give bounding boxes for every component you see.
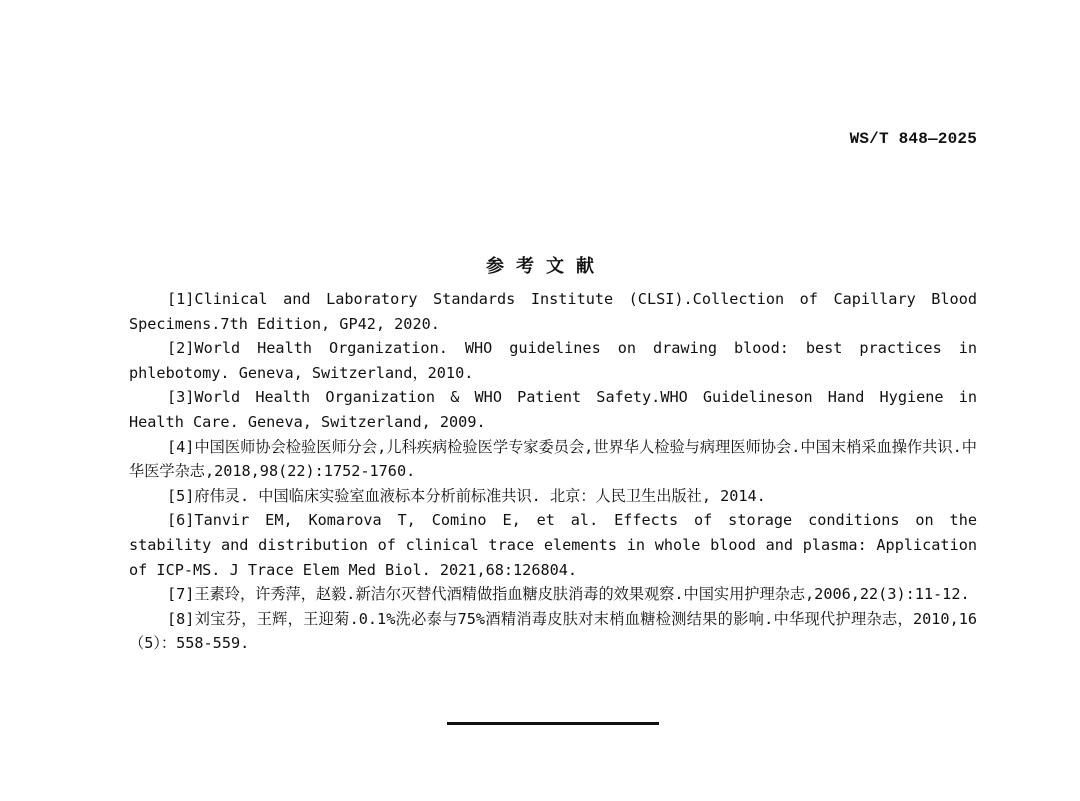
reference-list [129, 287, 977, 656]
reference-item: [3]World Health Organization & WHO Patient Safety.WHO Guidelineson Hand Hygiene in Health Care. Geneva, Switzerland, 2009. [129, 388, 977, 431]
standard-code: WS/T 848—2025 [849, 130, 977, 148]
reference-item: [2]World Health Organization. WHO guidelines on drawing blood: best practices in phlebotomy. Geneva, Switzerland，2010. [129, 339, 977, 382]
reference-item: [5]府伟灵. 中国临床实验室血液标本分析前标准共识. 北京：人民卫生出版社, 2014. [167, 486, 766, 505]
references-heading: 参考文献 [486, 256, 606, 277]
reference-item: [7]王素玲，许秀萍，赵毅.新洁尔灭替代酒精做指血糖皮肤消毒的效果观察.中国实用护理杂志,2006,22(3):11-12. [167, 585, 970, 604]
reference-item: [1]Clinical and Laboratory Standards Institute (CLSI).Collection of Capillary Blood Specimens.7th Edition, GP42, 2020. [129, 290, 977, 333]
reference-item: [8]刘宝芬，王辉，王迎菊.0.1%洗必泰与75%酒精消毒皮肤对末梢血糖检测结果的影响.中华现代护理杂志，2010,16（5）：558-559. [129, 609, 977, 653]
reference-item: [4]中国医师协会检验医师分会,儿科疾病检验医学专家委员会,世界华人检验与病理医师协会.中国末梢采血操作共识.中华医学杂志,2018,98(22):1752-1760. [129, 437, 977, 481]
reference-item: [6]Tanvir EM, Komarova T, Comino E, et al. Effects of storage conditions on the stability and distribution of clinical trace elements in whole blood and plasma: Application of ICP-MS. J Trace Elem Med Biol. 2021,68:126804. [129, 511, 977, 579]
end-divider [447, 722, 659, 725]
